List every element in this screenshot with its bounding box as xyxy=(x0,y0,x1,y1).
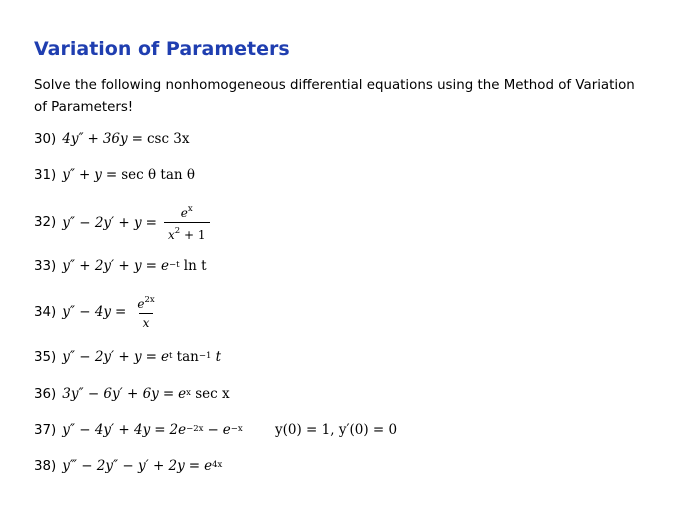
equation xyxy=(62,203,209,242)
equation xyxy=(62,422,242,438)
equation xyxy=(62,258,206,274)
equals-sign: = xyxy=(145,214,157,231)
problem-number: 36) xyxy=(34,386,57,402)
equation-lhs: y″ − 4y′ + 4y xyxy=(62,422,151,438)
equation-lhs: y‴ − 2y″ − y′ + 2y xyxy=(62,458,185,474)
problem-number: 31) xyxy=(34,167,57,183)
problem-number: 38) xyxy=(34,458,57,474)
equals-sign: = xyxy=(105,167,118,183)
rhs-function: tan xyxy=(176,349,199,365)
rhs-tail: ln t xyxy=(183,258,207,274)
equation-rhs: sec θ tan θ xyxy=(121,167,195,183)
equation xyxy=(62,294,158,330)
problem-34 xyxy=(34,294,159,330)
equation-lhs: 3y″ − 6y′ + 6y xyxy=(62,386,159,402)
equation-term: 36y xyxy=(102,131,128,147)
equals-sign: = xyxy=(162,386,175,402)
operator: + xyxy=(87,131,99,147)
problem-number: 32) xyxy=(34,215,57,230)
rhs-base: e xyxy=(204,458,213,474)
problem-32 xyxy=(34,203,210,242)
equals-sign: = xyxy=(115,304,127,320)
denominator-tail: + 1 xyxy=(183,228,206,242)
equation-term: y″ xyxy=(62,167,75,183)
equation xyxy=(62,349,221,365)
problem-37 xyxy=(34,422,243,438)
operator: + xyxy=(78,167,91,183)
rhs-term: 2e xyxy=(169,422,187,438)
fraction-numerator xyxy=(177,203,197,222)
rhs-base: e xyxy=(178,386,187,402)
rhs-exponent: −2x xyxy=(186,424,204,434)
rhs-function-exponent: −1 xyxy=(198,351,212,361)
equals-sign: = xyxy=(145,349,157,365)
equation xyxy=(62,167,195,183)
equation xyxy=(62,131,189,147)
operator: − xyxy=(207,422,219,438)
fraction xyxy=(164,203,210,242)
rhs-exponent: −t xyxy=(168,260,180,270)
rhs-base: e xyxy=(160,349,169,365)
rhs-tail: sec x xyxy=(195,386,230,402)
problem-38 xyxy=(34,458,222,474)
rhs-exponent: 4x xyxy=(212,460,223,470)
equals-sign: = xyxy=(131,131,143,147)
problem-36 xyxy=(34,386,230,402)
numerator-exponent: x xyxy=(187,204,193,214)
denominator-exponent: 2 xyxy=(174,226,181,236)
problem-number: 35) xyxy=(34,349,57,365)
problem-35 xyxy=(34,349,221,365)
problem-number: 37) xyxy=(34,422,57,438)
problem-30 xyxy=(34,131,190,147)
fraction-numerator xyxy=(133,294,158,313)
rhs-base: e xyxy=(160,258,169,274)
equation-lhs: y″ − 2y′ + y xyxy=(62,349,142,365)
rhs-exponent: −x xyxy=(230,424,243,434)
page-title: Variation of Parameters xyxy=(34,38,290,60)
equation-term: 4y″ xyxy=(62,131,84,147)
equation xyxy=(62,458,222,474)
rhs-exponent: x xyxy=(186,388,191,398)
equals-sign: = xyxy=(145,258,157,274)
denominator-base: x xyxy=(167,228,175,242)
instructions-text: Solve the following nonhomogeneous differential equations using the Method of Variation of Parameters! xyxy=(34,78,635,115)
equals-sign: = xyxy=(154,422,166,438)
equation-lhs: y″ + 2y′ + y xyxy=(62,258,142,274)
equals-sign: = xyxy=(188,458,201,474)
problem-number: 34) xyxy=(34,304,57,320)
equation-term: y xyxy=(94,167,102,183)
problem-number: 30) xyxy=(34,131,57,147)
numerator-base: e xyxy=(180,206,188,220)
rhs-term: e xyxy=(222,422,231,438)
numerator-base: e xyxy=(137,297,145,311)
numerator-exponent: 2x xyxy=(144,295,155,305)
equation-lhs: y″ − 2y′ + y xyxy=(62,214,142,231)
fraction-denominator xyxy=(139,313,154,330)
denominator-base: x xyxy=(142,316,150,330)
problem-33 xyxy=(34,258,207,274)
worksheet-page xyxy=(34,0,654,508)
rhs-argument: t xyxy=(215,349,222,365)
problem-31 xyxy=(34,167,195,183)
initial-conditions: y(0) = 1, y′(0) = 0 xyxy=(275,422,398,438)
fraction xyxy=(133,294,158,330)
fraction-denominator xyxy=(164,222,210,242)
problem-number: 33) xyxy=(34,258,57,274)
rhs-exponent: t xyxy=(168,351,173,361)
equation xyxy=(62,386,229,402)
equation-lhs: y″ − 4y xyxy=(62,304,112,320)
equation-rhs: csc 3x xyxy=(146,131,190,147)
